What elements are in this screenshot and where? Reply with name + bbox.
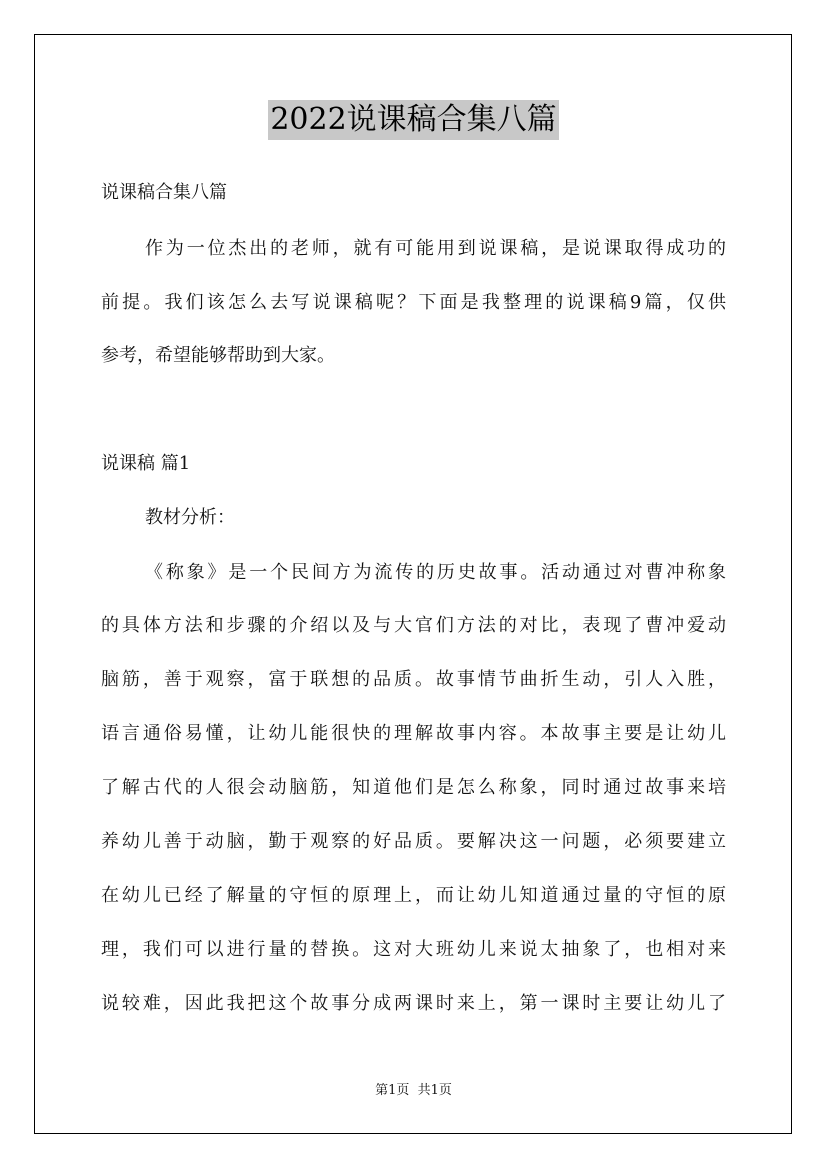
page-number-footer: 第1页 共1页	[375, 1083, 452, 1098]
title-container	[0, 100, 827, 140]
body-line: 《称象》是一个民间方为流传的历史故事。活动通过对曹冲称象	[145, 562, 726, 583]
intro-line: 参考，希望能够帮助到大家。	[101, 345, 335, 366]
document-title: 2022说课稿合集八篇	[268, 100, 558, 140]
body-line: 脑筋，善于观察，富于联想的品质。故事情节曲折生动，引人入胜，	[101, 669, 726, 690]
document-subtitle: 说课稿合集八篇	[101, 182, 227, 203]
body-line: 语言通俗易懂，让幼儿能很快的理解故事内容。本故事主要是让幼儿	[101, 723, 726, 744]
body-line: 在幼儿已经了解量的守恒的原理上，而让幼儿知道通过量的守恒的原	[101, 885, 726, 906]
body-line: 说较难，因此我把这个故事分成两课时来上，第一课时主要让幼儿了	[101, 993, 726, 1014]
intro-line: 作为一位杰出的老师，就有可能用到说课稿，是说课取得成功的	[145, 238, 726, 259]
section-subheading: 教材分析：	[145, 507, 235, 528]
intro-line: 前提。我们该怎么去写说课稿呢？下面是我整理的说课稿9篇，仅供	[101, 292, 726, 313]
body-line: 理，我们可以进行量的替换。这对大班幼儿来说太抽象了，也相对来	[101, 939, 726, 960]
body-line: 养幼儿善于动脑，勤于观察的好品质。要解决这一问题，必须要建立	[101, 831, 726, 852]
section-heading: 说课稿 篇1	[101, 453, 191, 474]
body-line: 的具体方法和步骤的介绍以及与大官们方法的对比，表现了曹冲爱动	[101, 615, 726, 636]
body-line: 了解古代的人很会动脑筋，知道他们是怎么称象，同时通过故事来培	[101, 777, 726, 798]
